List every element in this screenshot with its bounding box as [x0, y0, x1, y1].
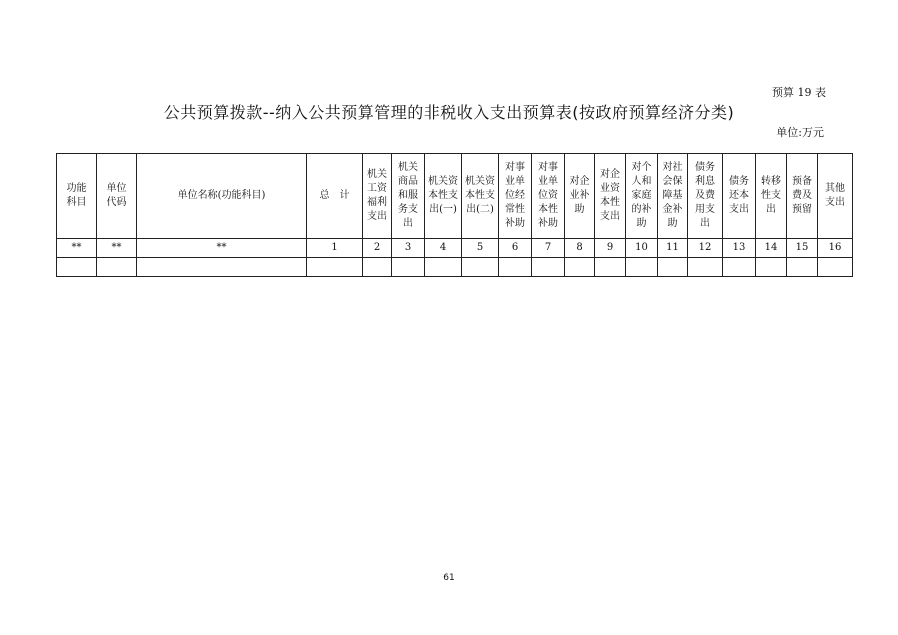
column-index: 11 [658, 239, 688, 258]
unit-label: 单位:万元 [776, 126, 824, 139]
column-index: 5 [462, 239, 499, 258]
table-cell [392, 258, 425, 277]
table-cell [787, 258, 818, 277]
column-index-row [57, 239, 853, 258]
column-index: 4 [425, 239, 462, 258]
table-cell [425, 258, 462, 277]
table-cell [818, 258, 853, 277]
column-index: 9 [595, 239, 626, 258]
table-cell [565, 258, 595, 277]
table-cell [57, 258, 97, 277]
column-index: 2 [363, 239, 392, 258]
table-cell [462, 258, 499, 277]
header-row [57, 154, 853, 239]
table-cell [307, 258, 363, 277]
table-cell [532, 258, 565, 277]
table-cell [97, 258, 137, 277]
column-header: 对企业补助 [565, 154, 595, 239]
column-header: 对企业资本性支出 [595, 154, 626, 239]
column-index: 7 [532, 239, 565, 258]
table-cell [626, 258, 658, 277]
column-index: ** [57, 239, 97, 258]
column-index: 12 [688, 239, 723, 258]
column-index: ** [97, 239, 137, 258]
column-header: 功能科目 [57, 154, 97, 239]
column-index: 1 [307, 239, 363, 258]
column-index: 8 [565, 239, 595, 258]
column-header: 机关资本性支出(二) [462, 154, 499, 239]
form-number: 预算 19 表 [772, 86, 826, 99]
column-header: 机关工资福利支出 [363, 154, 392, 239]
column-header: 机关资本性支出(一) [425, 154, 462, 239]
column-header: 债务还本支出 [723, 154, 756, 239]
table-cell [499, 258, 532, 277]
table-cell [363, 258, 392, 277]
column-index: 3 [392, 239, 425, 258]
column-index: 6 [499, 239, 532, 258]
table-row [57, 258, 853, 277]
column-header: 对个人和家庭的补助 [626, 154, 658, 239]
column-index: 15 [787, 239, 818, 258]
table-cell [688, 258, 723, 277]
page-number: 61 [443, 573, 455, 583]
column-index: 10 [626, 239, 658, 258]
page-title: 公共预算拨款--纳入公共预算管理的非税收入支出预算表(按政府预算经济分类) [163, 103, 735, 122]
column-header: 对社会保障基金补助 [658, 154, 688, 239]
column-header: 转移性支出 [756, 154, 787, 239]
column-header: 其他支出 [818, 154, 853, 239]
table-cell [723, 258, 756, 277]
column-index: 16 [818, 239, 853, 258]
column-header: 单位名称(功能科目) [137, 154, 307, 239]
column-header: 对事业单位经常性补助 [499, 154, 532, 239]
column-header: 总 计 [307, 154, 363, 239]
column-header: 单位代码 [97, 154, 137, 239]
column-header: 预备费及预留 [787, 154, 818, 239]
column-index: 14 [756, 239, 787, 258]
table-cell [756, 258, 787, 277]
table-cell [595, 258, 626, 277]
column-header: 对事业单位资本性补助 [532, 154, 565, 239]
budget-table [56, 153, 853, 277]
table-cell [658, 258, 688, 277]
column-header: 机关商品和服务支出 [392, 154, 425, 239]
table-cell [137, 258, 307, 277]
column-header: 债务利息及费用支出 [688, 154, 723, 239]
column-index: 13 [723, 239, 756, 258]
column-index: ** [137, 239, 307, 258]
